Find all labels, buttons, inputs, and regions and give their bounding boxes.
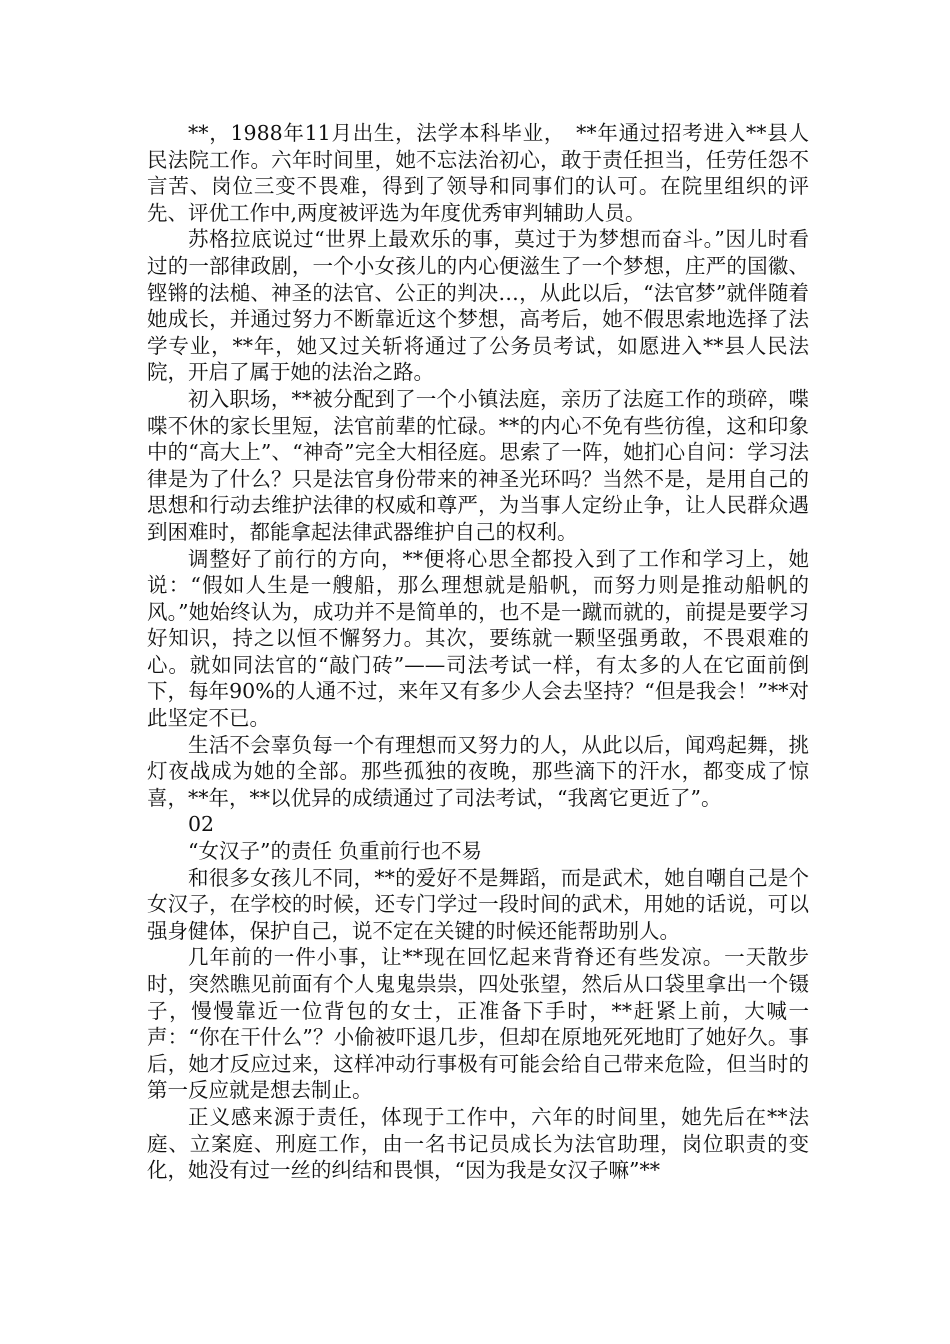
section-number: 02: [188, 812, 215, 837]
paragraph-incident: 几年前的一件小事，让**现在回忆起来背脊还有些发凉。一天散步时，突然瞧见前面有个人鬼鬼祟祟，四处张望，然后从口袋里拿出一个镊子，慢慢靠近一位背包的女士，正准备下手时，**赶紧上前，大喊一声：“你在干什么”？小偷被吓退几步，但却在原地死死地盯了她好久。事后，她才反应过来，这样冲动行事极有可能会给自己带来危险，但当时的第一反应就是想去制止。: [147, 945, 809, 1103]
paragraph-martial-arts: 和很多女孩儿不同，**的爱好不是舞蹈，而是武术，她自嘲自己是个女汉子，在学校的时候，还专门学过一段时间的武术，用她的话说，可以强身健体，保护自己，说不定在关键的时候还能帮助别人。: [147, 865, 809, 943]
paragraph-responsibility: 正义感来源于责任，体现于工作中，六年的时间里，她先后在**法庭、立案庭、刑庭工作，由一名书记员成长为法官助理，岗位职责的变化，她没有过一丝的纠结和畏惧，“因为我是女汉子嘛”**: [147, 1104, 809, 1183]
document-body: [147, 120, 809, 1184]
paragraph-exam: 生活不会辜负每一个有理想而又努力的人，从此以后，闻鸡起舞，挑灯夜战成为她的全部。那些孤独的夜晚，那些滴下的汗水，都变成了惊喜，**年，**以优异的成绩通过了司法考试，“我离它更近了”。: [147, 732, 809, 810]
paragraph-first-job: 初入职场，**被分配到了一个小镇法庭，亲历了法庭工作的琐碎，喋喋不休的家长里短，法官前辈的忙碌。**的内心不免有些彷徨，这和印象中的“高大上”、“神奇”完全大相径庭。思索了一阵，她扪心自问：学习法律是为了什么？只是法官身份带来的神圣光环吗？当然不是，是用自己的思想和行动去维护法律的权威和尊严，为当事人定纷止争，让人民群众遇到困难时，都能拿起法律武器维护自己的权利。: [147, 386, 809, 544]
paragraph-direction: 调整好了前行的方向，**便将心思全都投入到了工作和学习上，她说：“假如人生是一艘船，那么理想就是船帆，而努力则是推动船帆的风。”她始终认为，成功并不是简单的，也不是一蹴而就的，前提是要学习好知识，持之以恒不懈努力。其次，要练就一颗坚强勇敢，不畏艰难的心。就如同法官的“敲门砖”——司法考试一样，有太多的人在它面前倒下，每年90%的人通不过，来年又有多少人会去坚持？“但是我会！”**对此坚定不已。: [147, 546, 809, 731]
section-title: “女汉子”的责任 负重前行也不易: [188, 839, 482, 864]
paragraph-profile: **，1988年11月出生，法学本科毕业， **年通过招考进入**县人民法院工作。六年时间里，她不忘法治初心，敢于责任担当，任劳任怨不言苦、岗位三变不畏难，得到了领导和同事们的认可。在院里组织的评先、评优工作中,两度被评选为年度优秀审判辅助人员。: [147, 121, 809, 225]
paragraph-dream: 苏格拉底说过“世界上最欢乐的事，莫过于为梦想而奋斗。”因儿时看过的一部律政剧，一个小女孩儿的内心便滋生了一个梦想，庄严的国徽、铿锵的法槌、神圣的法官、公正的判决…，从此以后，“法官梦”就伴随着她成长，并通过努力不断靠近这个梦想，高考后，她不假思索地选择了法学专业，**年，她又过关斩将通过了公务员考试，如愿进入**县人民法院，开启了属于她的法治之路。: [147, 227, 809, 385]
